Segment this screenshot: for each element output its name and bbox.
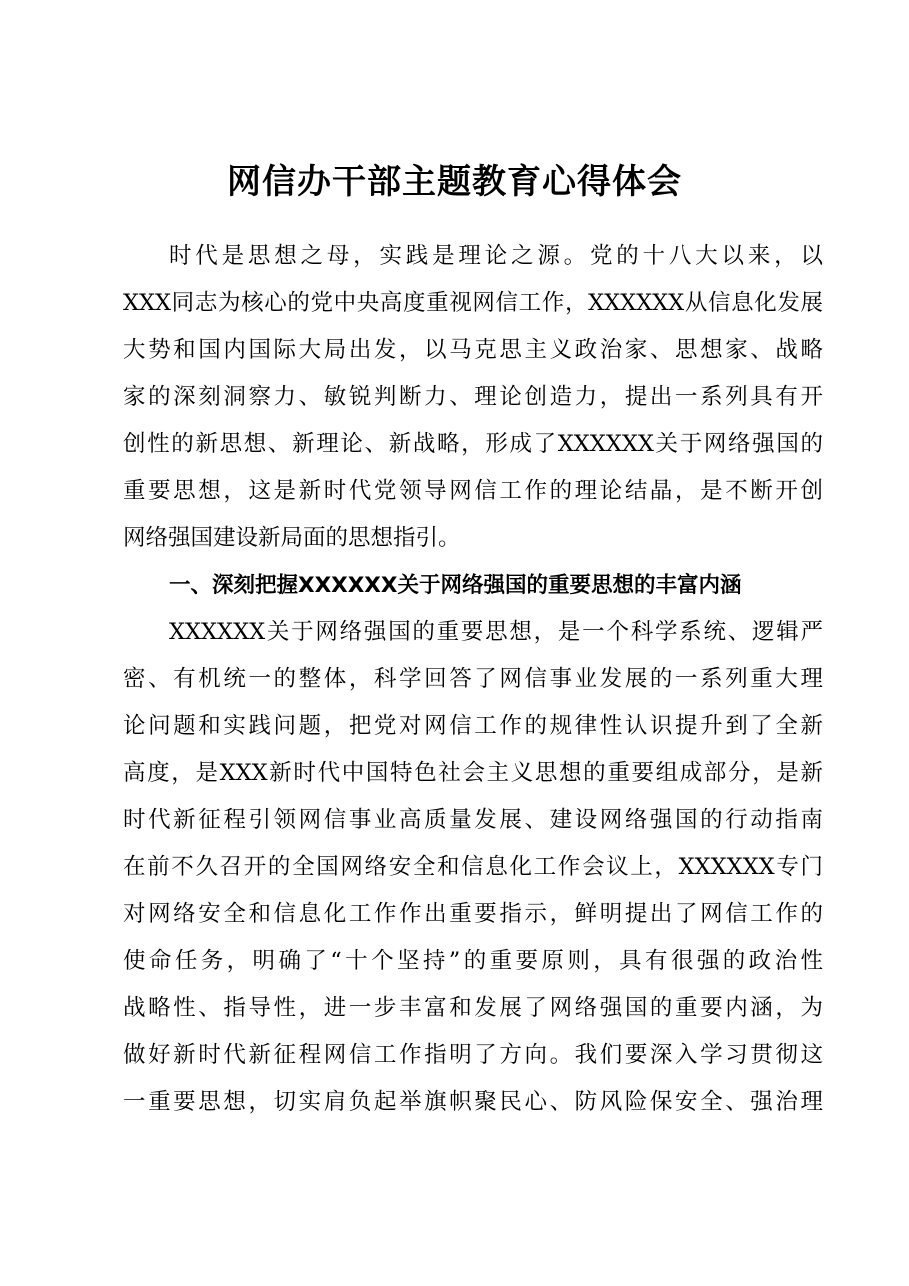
- paragraph-line: 战略性、指导性，进一步丰富和发展了网络强国的重要内涵，为: [123, 995, 823, 1021]
- paragraph-line: 密、有机统一的整体，科学回答了网信事业发展的一系列重大理: [123, 666, 823, 692]
- paragraph-line: 大势和国内国际大局出发，以马克思主义政治家、思想家、战略: [123, 337, 823, 363]
- section-heading: 一、深刻把握XXXXXX关于网络强国的重要思想的丰富内涵: [169, 573, 742, 598]
- paragraph-line: 对网络安全和信息化工作作出重要指示，鲜明提出了网信工作的: [123, 901, 823, 927]
- paragraph-line: 创性的新思想、新理论、新战略，形成了XXXXXX关于网络强国的: [123, 431, 823, 457]
- paragraph-line: 家的深刻洞察力、敏锐判断力、理论创造力，提出一系列具有开: [123, 384, 823, 410]
- paragraph-line: 使命任务，明确了“十个坚持”的重要原则，具有很强的政治性: [123, 948, 823, 974]
- document-body: [123, 233, 823, 1126]
- paragraph-line: 重要思想，这是新时代党领导网信工作的理论结晶，是不断开创: [123, 478, 823, 504]
- paragraph-line: XXXXXX关于网络强国的重要思想，是一个科学系统、逻辑严: [169, 619, 823, 645]
- paragraph-line: 一重要思想，切实肩负起举旗帜聚民心、防风险保安全、强治理: [123, 1089, 823, 1115]
- paragraph-line: 做好新时代新征程网信工作指明了方向。我们要深入学习贯彻这: [123, 1042, 823, 1068]
- paragraph-line: 时代新征程引领网信事业高质量发展、建设网络强国的行动指南: [123, 807, 823, 833]
- paragraph-line: XXX同志为核心的党中央高度重视网信工作，XXXXXX从信息化发展: [123, 290, 823, 316]
- paragraph-line: 论问题和实践问题，把党对网信工作的规律性认识提升到了全新: [123, 713, 823, 739]
- paragraph-line: 在前不久召开的全国网络安全和信息化工作会议上，XXXXXX专门: [123, 854, 823, 880]
- paragraph-line: 时代是思想之母，实践是理论之源。党的十八大以来，以: [169, 243, 823, 269]
- paragraph-line: 网络强国建设新局面的思想指引。: [123, 525, 461, 551]
- paragraph-line: 高度，是XXX新时代中国特色社会主义思想的重要组成部分，是新: [123, 760, 823, 786]
- document-title: 网信办干部主题教育心得体会: [227, 162, 682, 202]
